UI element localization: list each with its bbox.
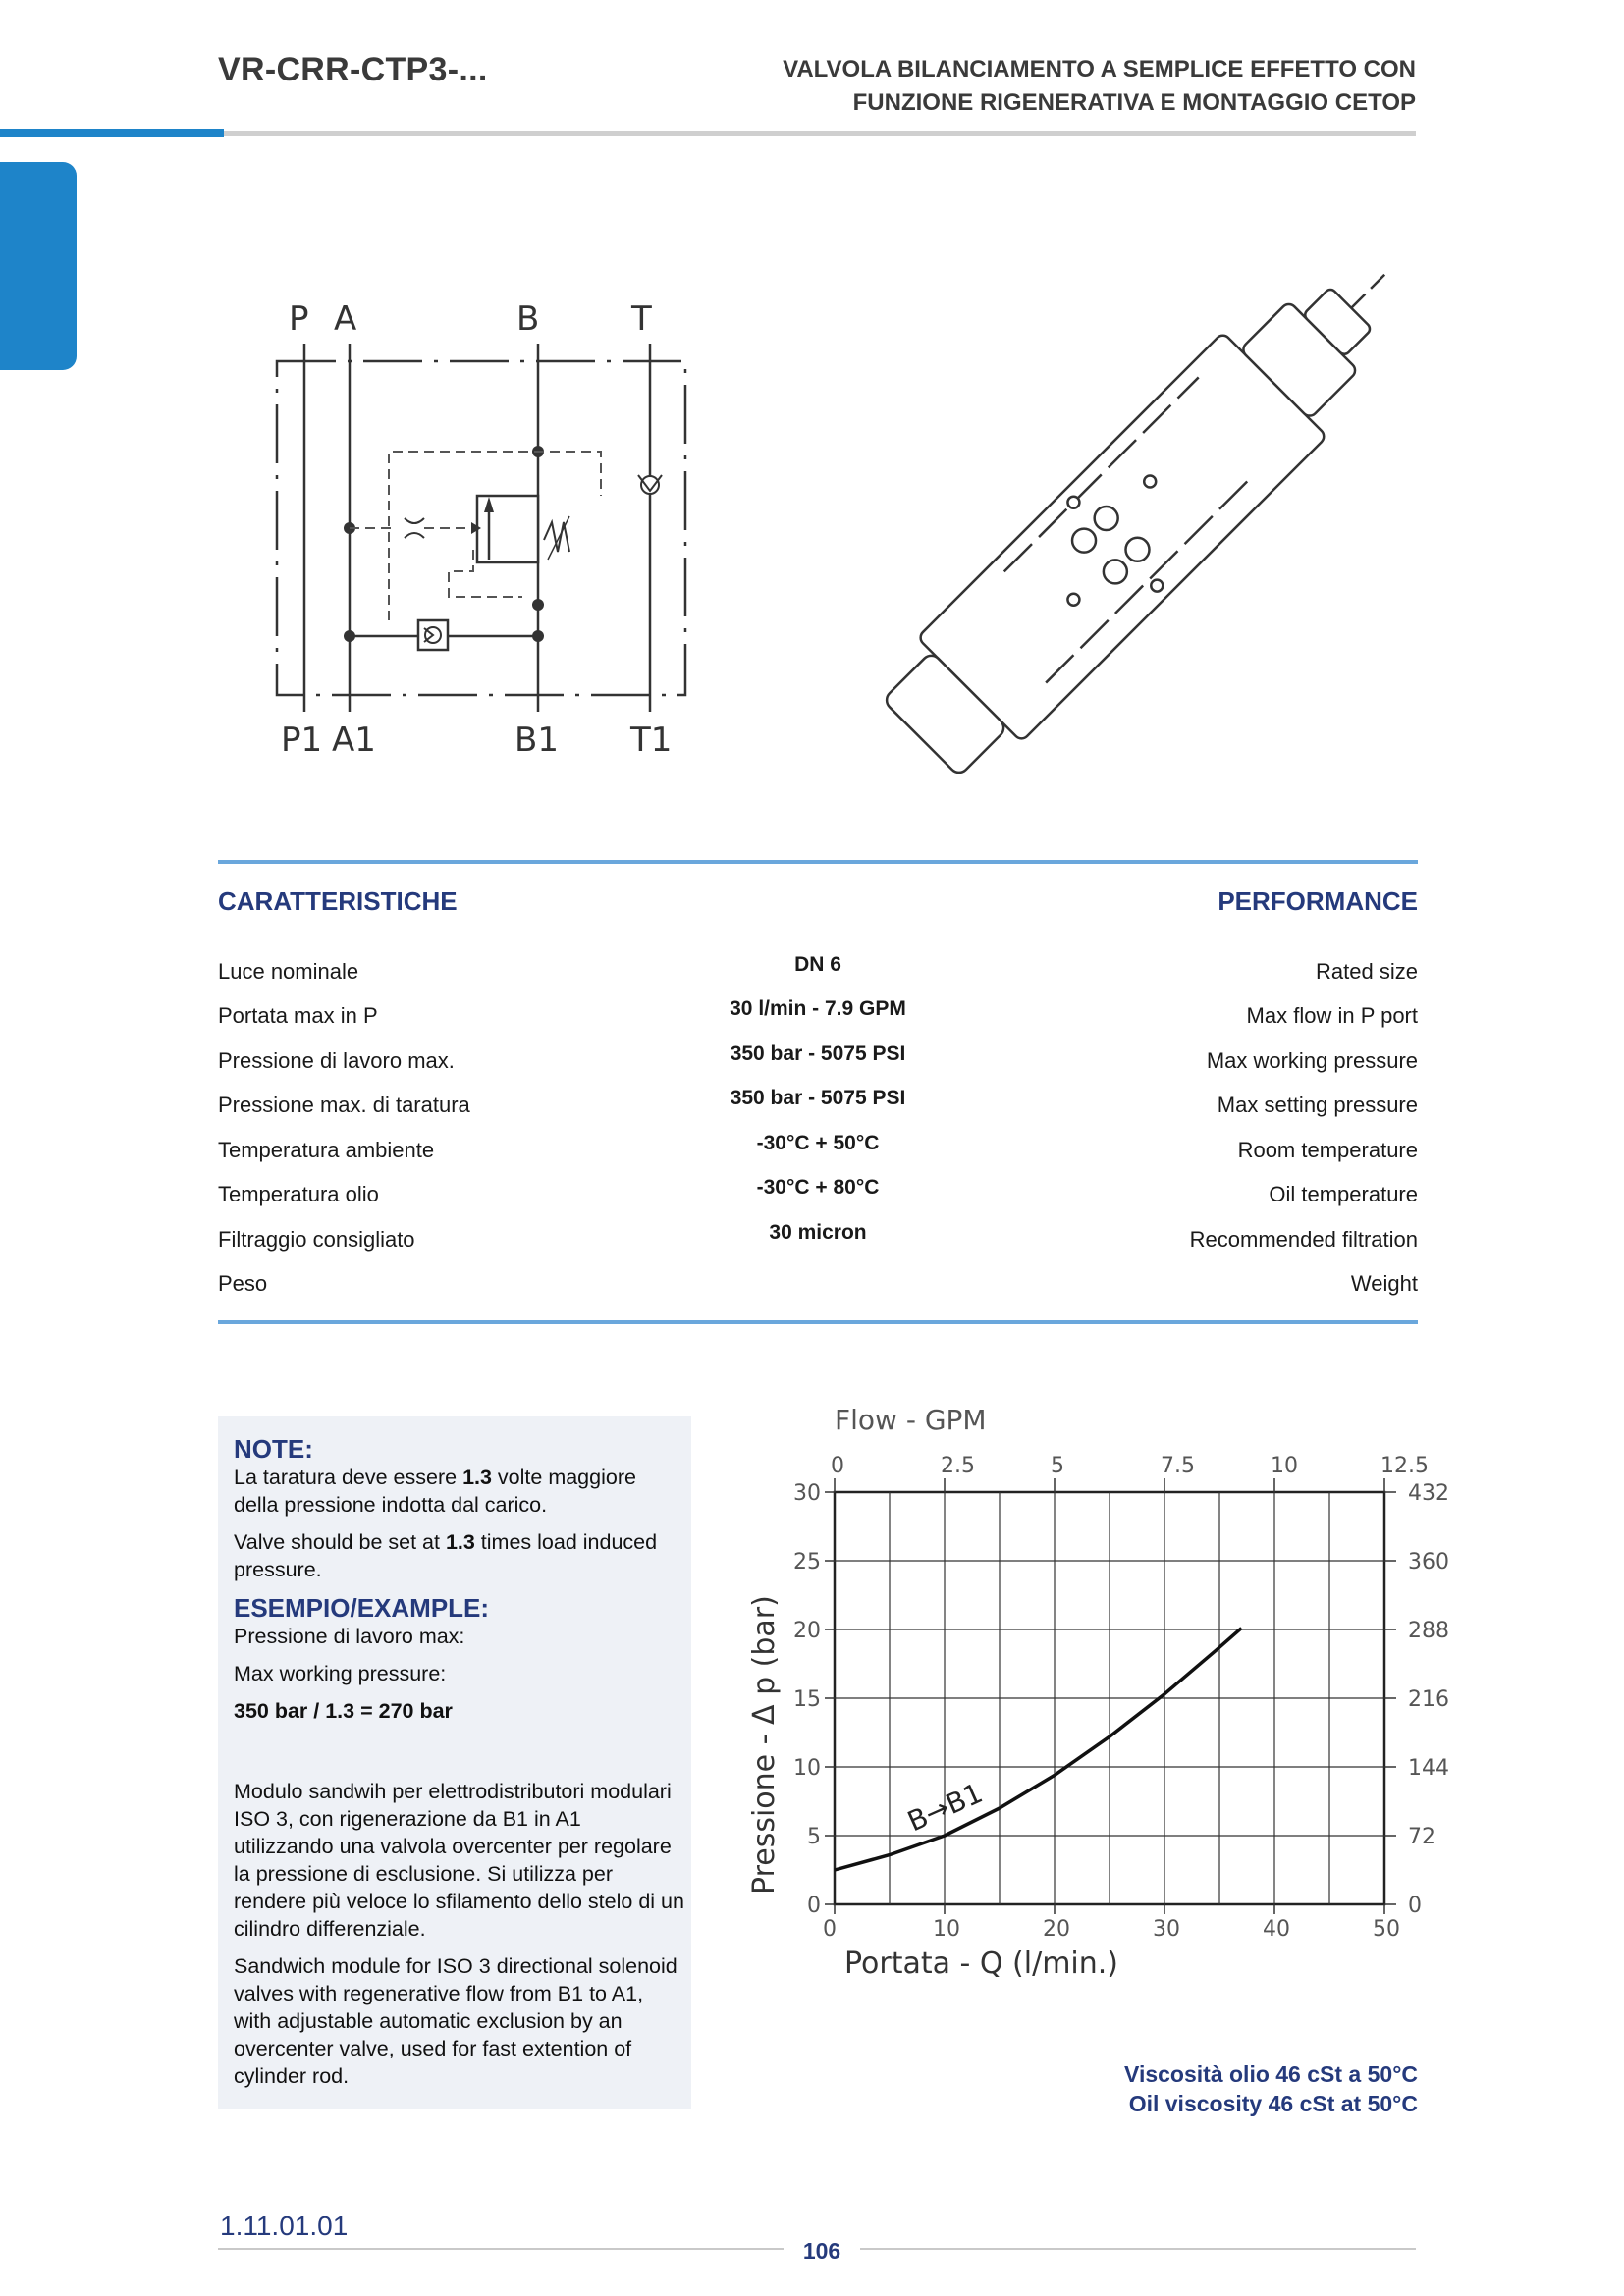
header-accent-bar: [0, 129, 224, 137]
chart-annotation: B→B1: [902, 1776, 988, 1839]
spec-row: [218, 953, 1418, 988]
spec-label-it: Temperatura ambiente: [218, 1138, 435, 1162]
chart-right-tick-label: 216: [1408, 1687, 1449, 1712]
spec-label-it: Pressione max. di taratura: [218, 1093, 470, 1117]
spec-value: -30°C + 80°C: [756, 1176, 880, 1199]
spec-value: 30 l/min - 7.9 GPM: [730, 997, 906, 1020]
footer-rule-right: [860, 2248, 1416, 2250]
port-label-b: B: [516, 299, 540, 339]
viscosity-it: Viscosità olio 46 cSt a 50°C: [1124, 2061, 1418, 2087]
note-box: [218, 1416, 691, 2109]
port-label-t: T: [631, 299, 652, 339]
viscosity-note: [1124, 2059, 1418, 2118]
specs-top-rule: [218, 860, 1418, 864]
page-title-line1: VALVOLA BILANCIAMENTO A SEMPLICE EFFETTO CON: [783, 56, 1416, 82]
spec-row: [218, 997, 1418, 1033]
chart-y-tick-label: 15: [793, 1687, 821, 1712]
chart-top-tick-label: 10: [1271, 1454, 1298, 1478]
viscosity-en: Oil viscosity 46 cSt at 50°C: [1128, 2091, 1418, 2116]
header-divider: [224, 131, 1416, 136]
chart-right-tick-label: 360: [1408, 1550, 1449, 1575]
chart-top-tick-label: 0: [831, 1454, 844, 1478]
chart-x-tick-label: 10: [933, 1917, 960, 1942]
spec-row: [218, 1221, 1418, 1256]
example-calc: 350 bar / 1.3 = 270 bar: [234, 1699, 453, 1723]
footer-rule-left: [218, 2248, 784, 2250]
spec-label-it: Luce nominale: [218, 959, 359, 984]
spec-label-en: Weight: [1350, 1271, 1418, 1296]
spec-label-en: Max setting pressure: [1217, 1093, 1418, 1117]
spec-row: [218, 1132, 1418, 1167]
chart-y-tick-label: 20: [793, 1619, 821, 1643]
chart-right-tick-label: 0: [1408, 1894, 1422, 1918]
spec-row: [218, 1042, 1418, 1078]
port-label-a1: A1: [332, 721, 376, 760]
note-text-it: La taratura deve essere 1.3 volte maggiore della pressione indotta dal carico.: [234, 1466, 636, 1517]
chart-x-tick-label: 0: [823, 1917, 837, 1942]
chart-top-tick-label: 5: [1051, 1454, 1064, 1478]
chart-x-tick-label: 30: [1153, 1917, 1180, 1942]
spec-value: 350 bar - 5075 PSI: [730, 1042, 906, 1065]
note-title: NOTE:: [234, 1434, 313, 1464]
spec-label-it: Filtraggio consigliato: [218, 1227, 415, 1252]
spec-label-en: Max working pressure: [1206, 1048, 1418, 1073]
chart-right-tick-label: 72: [1408, 1825, 1435, 1849]
example-text-en: Max working pressure:: [234, 1662, 447, 1685]
document-code: 1.11.01.01: [220, 2211, 349, 2241]
port-label-p1: P1: [281, 721, 323, 760]
spec-row: [218, 1271, 1418, 1301]
chart-y-tick-label: 5: [807, 1825, 821, 1849]
chart-x-axis-label: Portata - Q (l/min.): [844, 1947, 1119, 1981]
specs-title-it: CARATTERISTICHE: [218, 886, 458, 916]
spec-value: DN 6: [794, 953, 841, 976]
spec-label-en: Rated size: [1316, 959, 1418, 984]
chart-y-axis-label: Pressione - Δ p (bar): [747, 1595, 782, 1895]
spec-row: [218, 1087, 1418, 1122]
page-title-line2: FUNZIONE RIGENERATIVA E MONTAGGIO CETOP: [852, 89, 1416, 116]
spec-label-it: Pressione di lavoro max.: [218, 1048, 455, 1073]
example-text-it: Pressione di lavoro max:: [234, 1625, 465, 1648]
spec-label-en: Max flow in P port: [1246, 1003, 1418, 1028]
chart-title: Flow - GPM: [835, 1404, 987, 1436]
spec-value: -30°C + 50°C: [756, 1132, 880, 1154]
description-it: Modulo sandwih per elettrodistributori modulari ISO 3, con rigenerazione da B1 in A1 utilizzando una valvola overcenter per regolare la pressione di esclusione. Si utilizza per rendere più veloce lo sfilamento dello stelo di un cilindro differenziale.: [234, 1780, 684, 1941]
chart-top-tick-label: 12.5: [1380, 1454, 1429, 1478]
spec-label-it: Portata max in P: [218, 1003, 378, 1028]
port-label-b1: B1: [514, 721, 559, 760]
spec-label-en: Room temperature: [1237, 1138, 1418, 1162]
product-code: VR-CRR-CTP3-...: [218, 51, 488, 88]
note-text-en: Valve should be set at 1.3 times load induced pressure.: [234, 1530, 658, 1581]
section-tab: [0, 162, 77, 370]
spec-label-it: Peso: [218, 1271, 268, 1296]
chart-x-tick-label: 20: [1043, 1917, 1070, 1942]
chart-right-tick-label: 432: [1408, 1481, 1449, 1506]
chart-top-tick-label: 7.5: [1161, 1454, 1195, 1478]
spec-label-en: Recommended filtration: [1189, 1227, 1418, 1252]
chart-right-tick-label: 288: [1408, 1619, 1449, 1643]
hydraulic-schematic: [257, 294, 709, 766]
port-label-t1: T1: [630, 721, 673, 760]
spec-label-it: Temperatura olio: [218, 1182, 379, 1206]
chart-x-tick-label: 40: [1263, 1917, 1290, 1942]
chart-series-line: [835, 1629, 1241, 1870]
chart-y-tick-label: 30: [793, 1481, 821, 1506]
spec-label-en: Oil temperature: [1269, 1182, 1418, 1206]
chart-right-tick-label: 144: [1408, 1756, 1449, 1781]
spec-value: 350 bar - 5075 PSI: [730, 1087, 906, 1109]
page-number: 106: [802, 2238, 841, 2264]
spec-row: [218, 1176, 1418, 1211]
description-en: Sandwich module for ISO 3 directional solenoid valves with regenerative flow from B1 to A1, with adjustable automatic exclusion by an overcenter valve, used for fast extention of cylinder rod.: [234, 1954, 677, 2088]
chart-y-tick-label: 0: [807, 1894, 821, 1918]
specs-bottom-rule: [218, 1320, 1418, 1324]
port-label-p: P: [289, 299, 309, 339]
valve-product-drawing: [864, 265, 1394, 795]
chart-y-tick-label: 10: [793, 1756, 821, 1781]
chart-y-tick-label: 25: [793, 1550, 821, 1575]
pressure-flow-chart: [727, 1394, 1449, 1993]
spec-value: 30 micron: [769, 1221, 867, 1244]
port-label-a: A: [334, 299, 357, 339]
example-title: ESEMPIO/EXAMPLE:: [234, 1593, 490, 1623]
chart-x-tick-label: 50: [1373, 1917, 1400, 1942]
specs-title-en: PERFORMANCE: [1218, 886, 1418, 916]
page-title: [729, 53, 1416, 120]
chart-top-tick-label: 2.5: [941, 1454, 975, 1478]
